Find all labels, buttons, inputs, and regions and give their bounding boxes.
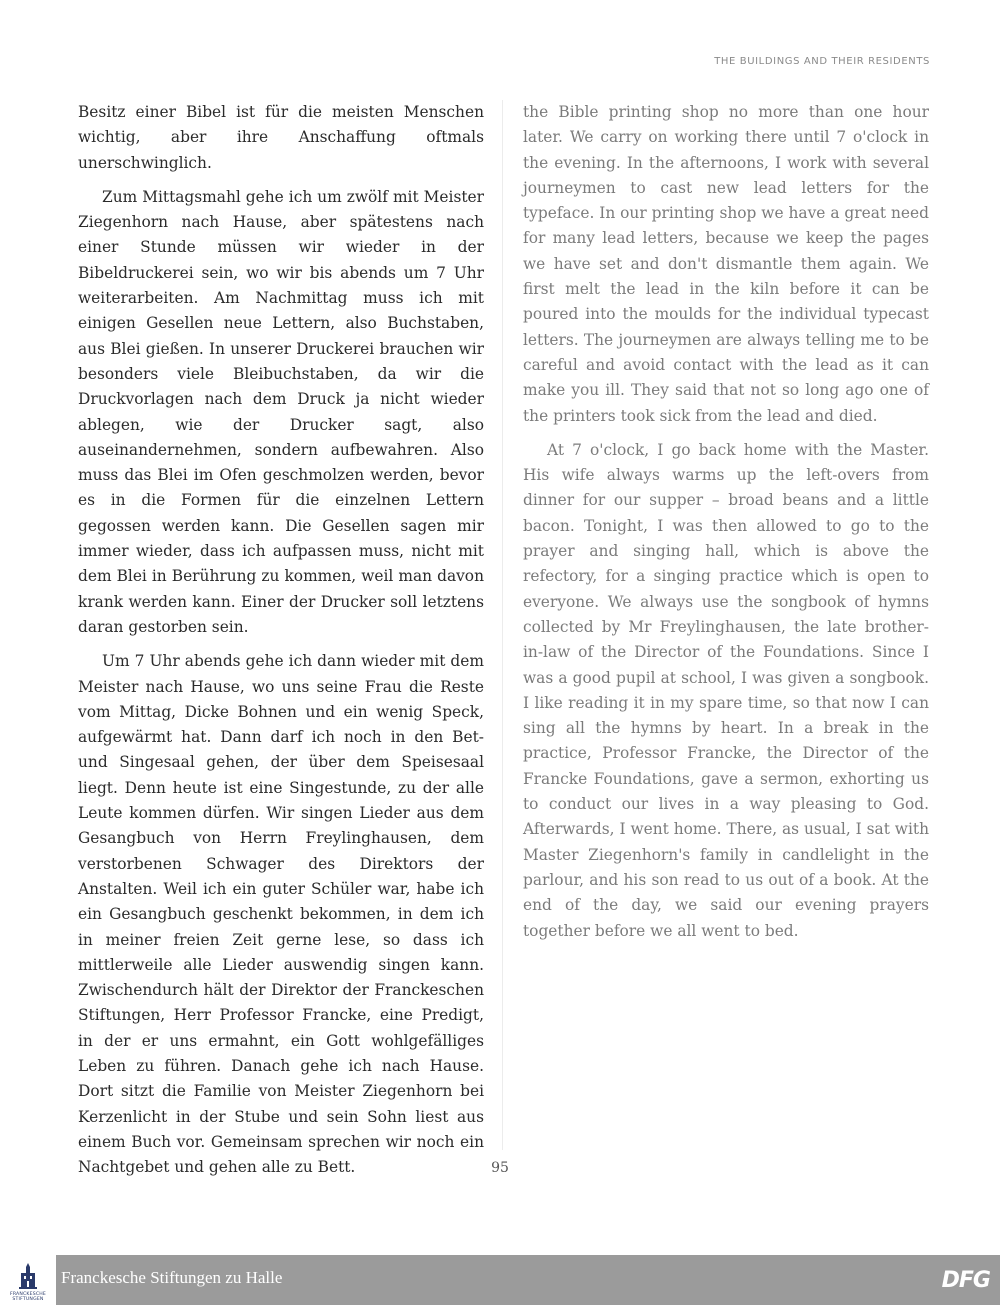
footer-bar bbox=[0, 1255, 1000, 1305]
english-text-column bbox=[523, 100, 929, 944]
dfg-logo: DFG bbox=[941, 1268, 990, 1293]
german-paragraph: Zum Mittagsmahl gehe ich um zwölf mit Meister Ziegenhorn nach Hause, aber spätestens nach einer Stunde müssen wir wieder in der Bibeldruckerei sein, wo wir bis abends um 7 Uhr weiterarbeiten. Am Nachmittag muss ich mit einigen Gesellen neue Lettern, also Buchstaben, aus Blei gießen. In unserer Druckerei brauchen wir besonders viele Bleibuchstaben, da wir die Druckvorlagen nach dem Druck ja nicht wieder ablegen, wie der Drucker sagt, also auseinandernehmen, sondern aufbewahren. Also muss das Blei im Ofen geschmolzen werden, bevor es in die Formen für die einzelnen Lettern gegossen werden kann. Die Gesellen sagen mir immer wieder, dass ich aufpassen muss, nicht mit dem Blei in Berührung zu kommen, weil man davon krank werden kann. Einer der Drucker soll letztens daran gestorben sein. bbox=[78, 187, 484, 636]
german-paragraph: Besitz einer Bibel ist für die meisten Menschen wichtig, aber ihre Anschaffung oftmals unerschwinglich. bbox=[78, 103, 484, 172]
page-number: 95 bbox=[491, 1160, 509, 1176]
institution-name: Franckesche Stiftungen zu Halle bbox=[61, 1268, 283, 1287]
german-paragraph: Um 7 Uhr abends gehe ich dann wieder mit dem Meister nach Hause, wo uns seine Frau die Reste vom Mittag, Dicke Bohnen und ein wenig Speck, aufgewärmt hat. Dann darf ich noch in den Bet- und Singesaal gehen, der über dem Speisesaal liegt. Denn heute ist eine Singestunde, zu der alle Leute kommen dürfen. Wir singen Lieder aus dem Gesangbuch von Herrn Freylinghausen, dem verstorbenen Schwager des Direktors der Anstalten. Weil ich ein guter Schüler war, habe ich ein Gesangbuch geschenkt bekommen, in dem ich in meiner freien Zeit gerne lese, so dass ich mittlerweile alle Lieder auswendig singen kann. Zwischendurch hält der Direktor der Franckeschen Stiftungen, Herr Professor Francke, eine Predigt, in der er uns ermahnt, ein Gott wohlgefälliges Leben zu führen. Danach gehe ich nach Hause. Dort sitzt die Familie von Meister Ziegenhorn bei Kerzenlicht in der Stube und sein Sohn liest aus einem Buch vor. Gemeinsam sprechen wir noch ein Nachtgebet und gehen alle zu Bett. bbox=[78, 652, 484, 1177]
german-text-column bbox=[78, 100, 484, 1180]
english-paragraph: At 7 o'clock, I go back home with the Master. His wife always warms up the left-overs from dinner for our supper – broad beans and a little bacon. Tonight, I was then allowed to go to the prayer and singing hall, which is above the refectory, for a singing practice which is open to everyone. We always use the songbook of hymns collected by Mr Freylinghausen, the late brother-in-law of the Director of the Foundations. Since I was a good pupil at school, I was given a songbook. I like reading it in my spare time, so that now I can sing all the hymns by heart. In a break in the practice, Professor Francke, the Director of the Francke Foundations, gave a sermon, exhorting us to conduct our lives in a way pleasing to God. Afterwards, I went home. There, as usual, I sat with Master Ziegenhorn's family in candlelight in the parlour, and his son read to us out of a book. At the end of the day, we said our evening prayers together before we all went to bed. bbox=[523, 440, 929, 940]
institution-logo bbox=[0, 1255, 56, 1305]
english-paragraph: the Bible printing shop no more than one hour later. We carry on working there until 7 o'clock in the evening. In the afternoons, I work with several journeymen to cast new lead letters for the typeface. In our printing shop we have a great need for many lead letters, because we keep the pages we have set and don't dismantle them again. We first melt the lead in the kiln before it can be poured into the moulds for the individual typecast letters. The journeymen are always telling me to be careful and avoid contact with the lead as it can make you ill. They said that not so long ago one of the printers took sick from the lead and died. bbox=[523, 103, 929, 425]
orphanage-building-icon bbox=[18, 1263, 38, 1291]
column-divider bbox=[502, 100, 503, 1150]
running-head: THE BUILDINGS AND THEIR RESIDENTS bbox=[714, 56, 930, 67]
institution-logo-text: FRANCKESCHE STIFTUNGEN bbox=[9, 1292, 47, 1302]
